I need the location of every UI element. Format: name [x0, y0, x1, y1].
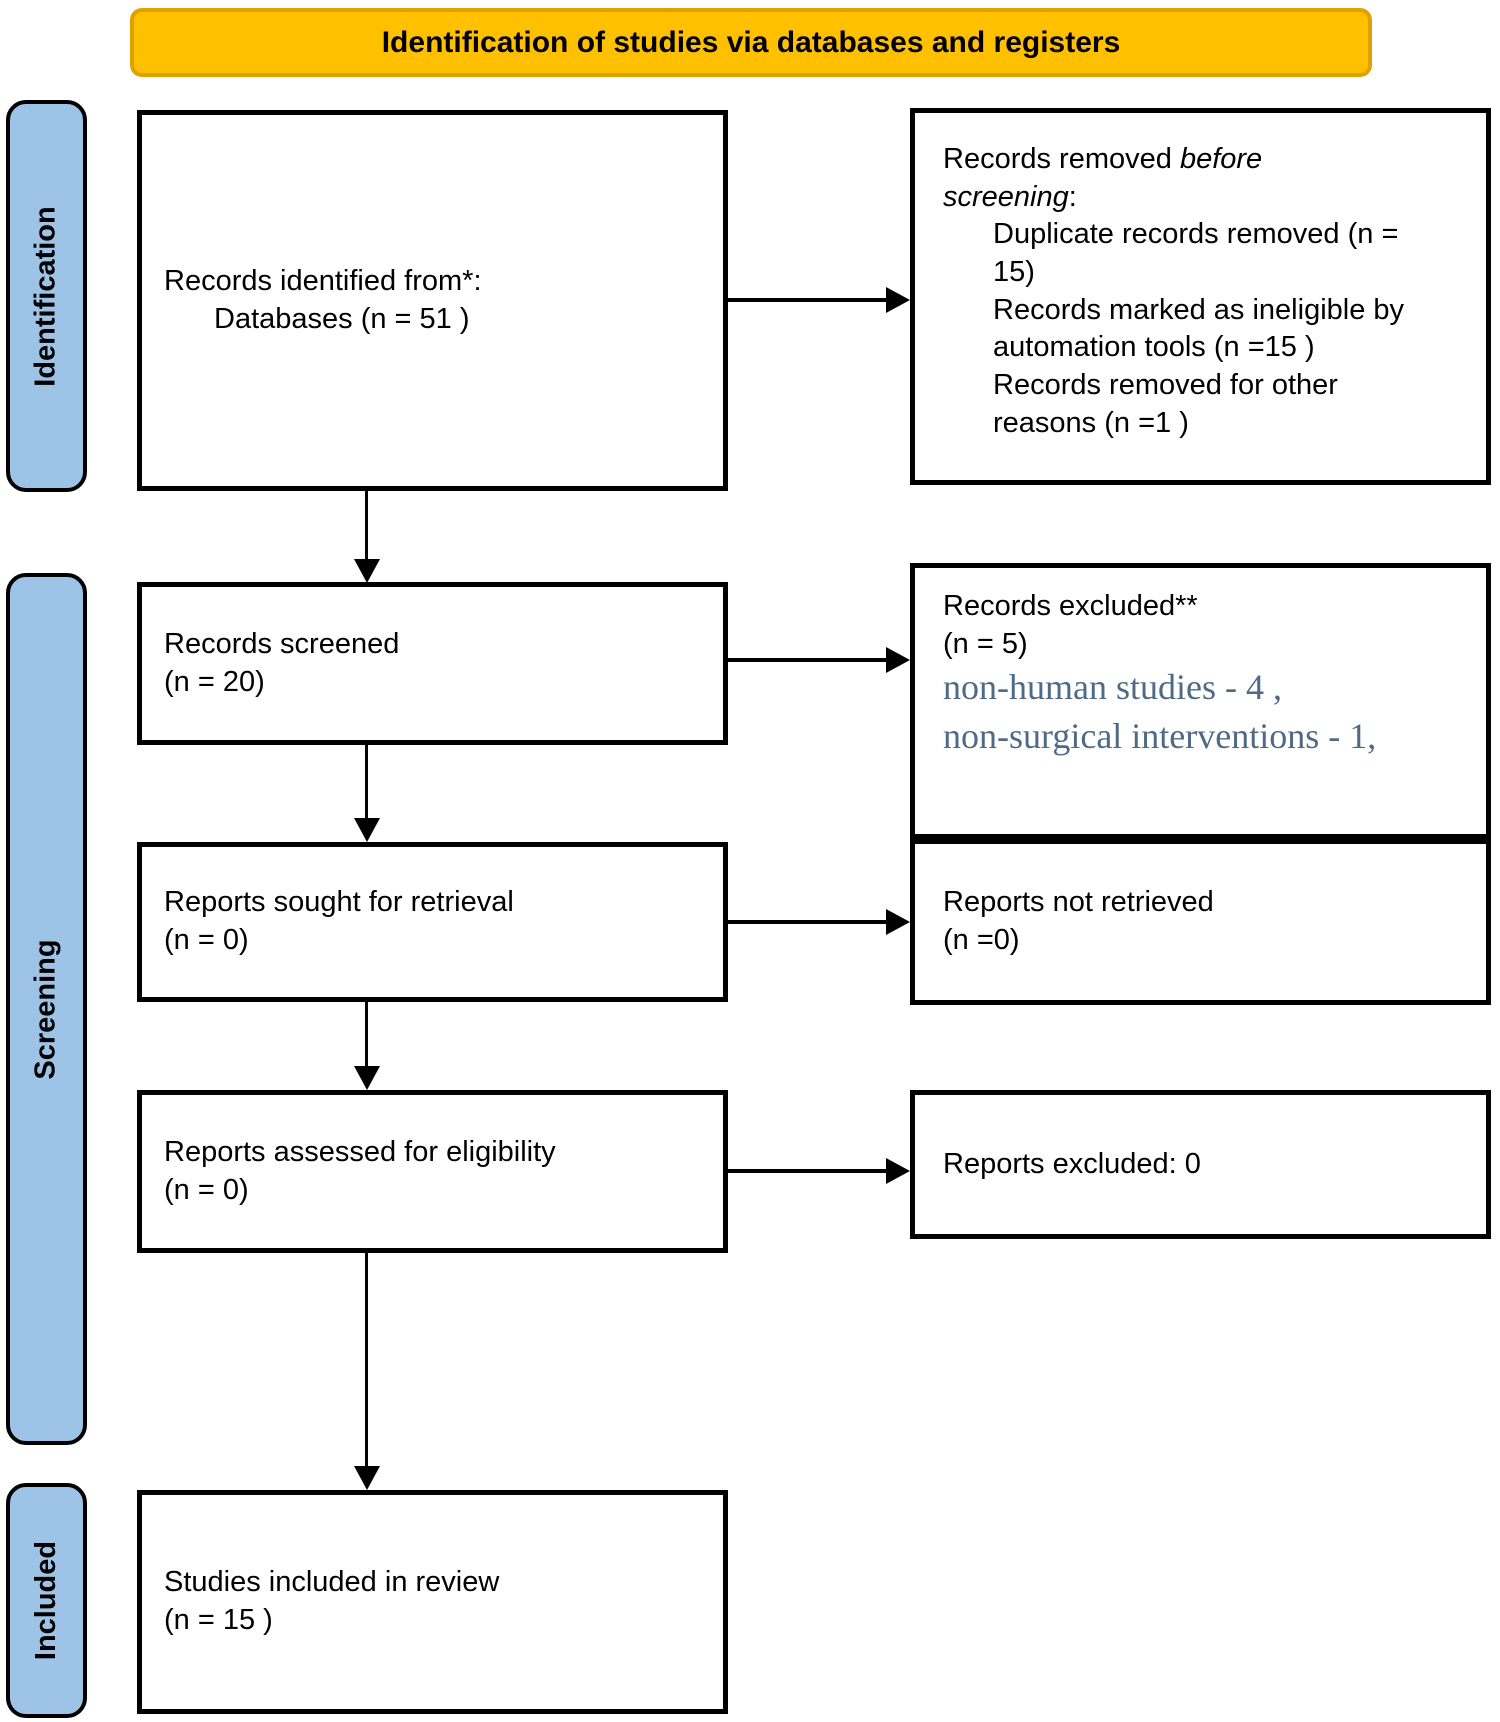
box-studies-included	[137, 1490, 728, 1714]
box-reports-excluded	[910, 1090, 1491, 1239]
stage-bar-identification	[6, 100, 87, 492]
box-records-identified	[137, 110, 728, 491]
arrow-screened-to-excluded-line	[727, 658, 888, 662]
records-screened-line1: Records screened	[164, 627, 400, 660]
records-removed-intro-prefix: Records removed	[943, 143, 1180, 175]
arrow-assessed-to-excluded-line	[727, 1169, 888, 1173]
reports-sought-line2: (n = 0)	[164, 924, 249, 956]
box-reports-assessed	[137, 1090, 728, 1253]
arrow-screened-to-excluded-head	[886, 647, 910, 673]
reports-not-retrieved-line1: Reports not retrieved	[943, 886, 1214, 919]
reports-sought-line1: Reports sought for retrieval	[164, 886, 514, 919]
arrow-sought-to-notretrieved-line	[727, 920, 888, 924]
arrow-sought-to-notretrieved-head	[886, 909, 910, 935]
box-records-screened	[137, 582, 728, 745]
box-records-excluded	[910, 563, 1491, 839]
arrow-screened-to-sought-head	[354, 818, 380, 842]
records-identified-line2: Databases (n = 51 )	[214, 302, 470, 335]
records-excluded-line2: (n = 5)	[943, 627, 1028, 660]
arrow-identified-to-removed-head	[886, 287, 910, 313]
studies-included-line2: (n = 15 )	[164, 1604, 273, 1636]
banner-identification-of-studies	[130, 8, 1372, 77]
arrow-screened-to-sought-line	[365, 745, 368, 818]
records-excluded-reason-nonhuman: non-human studies - 4 ,	[943, 667, 1282, 708]
records-removed-item-duplicates: Duplicate records removed (n = 15)	[993, 218, 1399, 289]
records-excluded-reason-nonsurgical: non-surgical interventions - 1,	[943, 715, 1377, 756]
banner-title: Identification of studies via databases and registers	[381, 25, 1121, 59]
stage-label-identification: Identification	[30, 205, 63, 387]
records-excluded-line1: Records excluded**	[943, 590, 1198, 622]
reports-excluded-line1: Reports excluded: 0	[943, 1147, 1201, 1180]
records-removed-intro-suffix: :	[1068, 180, 1077, 213]
arrow-sought-to-assessed-head	[354, 1066, 380, 1090]
stage-bar-screening	[6, 573, 87, 1445]
reports-assessed-line1: Reports assessed for eligibility	[164, 1135, 556, 1168]
box-reports-sought	[137, 842, 728, 1002]
records-screened-line2: (n = 20)	[164, 665, 265, 698]
records-removed-item-automation: Records marked as ineligible by automation tools (n =15 )	[993, 293, 1405, 364]
records-removed-item-other: Records removed for other reasons (n =1 )	[993, 369, 1338, 439]
arrow-sought-to-assessed-line	[365, 1002, 368, 1066]
arrow-identified-to-removed-line	[727, 298, 888, 302]
stage-label-included: Included	[30, 1540, 63, 1661]
box-records-removed	[910, 108, 1491, 485]
stage-bar-included	[6, 1483, 87, 1718]
box-reports-not-retrieved	[910, 839, 1491, 1005]
reports-not-retrieved-line2: (n =0)	[943, 924, 1020, 956]
arrow-identified-to-screened-head	[354, 559, 380, 583]
arrow-identified-to-screened-line	[365, 491, 368, 559]
arrow-assessed-to-included-head	[354, 1466, 380, 1490]
arrow-assessed-to-included-line	[365, 1253, 368, 1466]
records-removed-intro-italic: before screening	[943, 143, 1263, 213]
records-removed-intro	[943, 141, 1323, 216]
arrow-assessed-to-excluded-head	[886, 1158, 910, 1184]
records-identified-line1: Records identified from*:	[164, 264, 482, 297]
reports-assessed-line2: (n = 0)	[164, 1173, 249, 1206]
stage-label-screening: Screening	[30, 938, 62, 1080]
studies-included-line1: Studies included in review	[164, 1566, 500, 1599]
